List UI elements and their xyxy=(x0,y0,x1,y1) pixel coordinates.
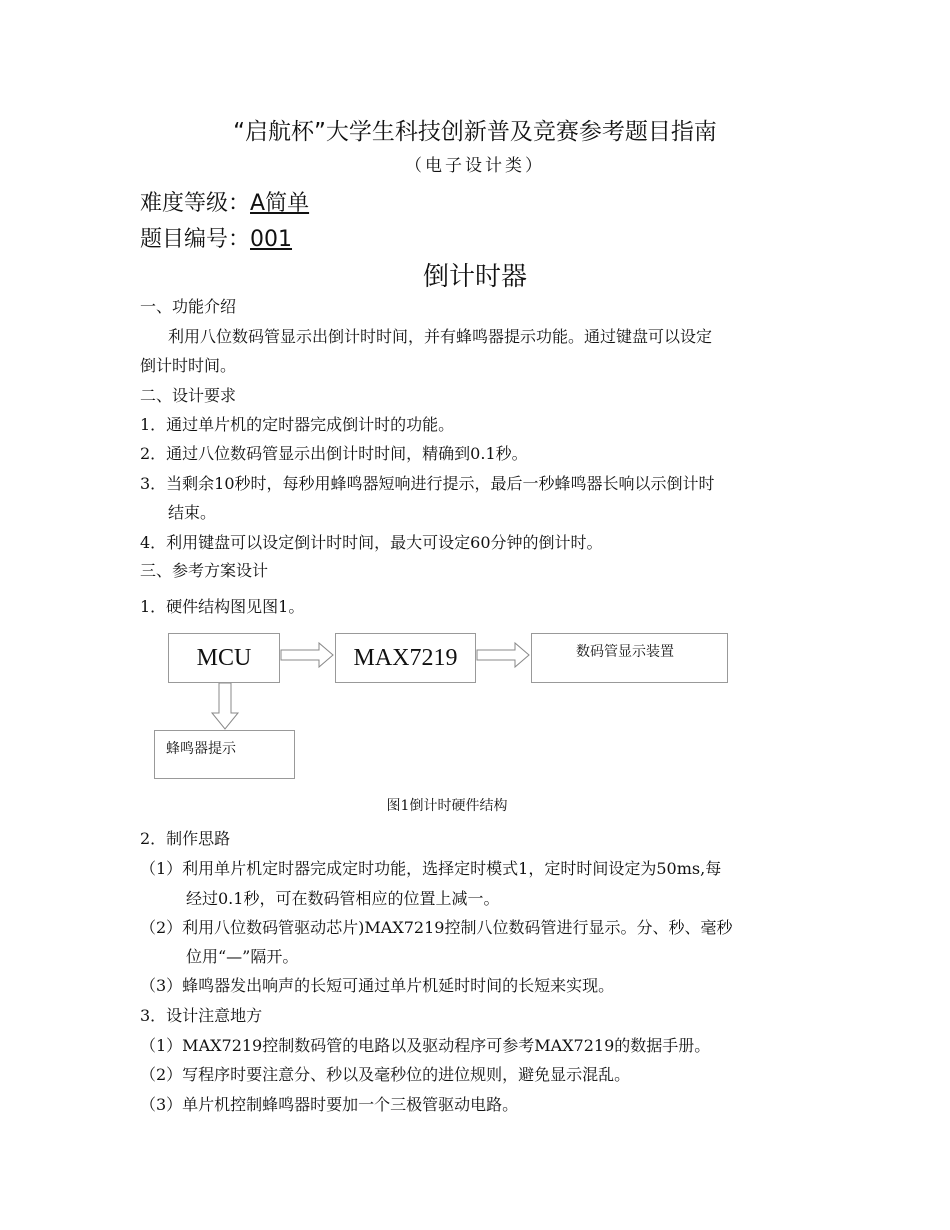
arrow-max-to-display xyxy=(477,643,529,667)
number-label: 题目编号： xyxy=(140,227,251,252)
requirement-item: 2．通过八位数码管显示出倒计时时间，精确到0.1秒。 xyxy=(140,444,528,463)
note-item: （3）单片机控制蜂鸣器时要加一个三极管驱动电路。 xyxy=(140,1095,519,1114)
function-paragraph-line1: 利用八位数码管显示出倒计时时间，并有蜂鸣器提示功能。通过键盘可以设定 xyxy=(168,327,713,346)
idea-item: （1）利用单片机定时器完成定时功能，选择定时模式1，定时时间设定为50ms,每 xyxy=(140,859,722,878)
buzzer-label: 蜂鸣器提示 xyxy=(166,741,236,757)
section-heading-function: 一、功能介绍 xyxy=(140,297,237,316)
note-item: （1）MAX7219控制数码管的电路以及驱动程序可参考MAX7219的数据手册。 xyxy=(140,1036,711,1055)
arrow-mcu-to-max xyxy=(281,643,333,667)
idea-item: （2）利用八位数码管驱动芯片)MAX7219控制八位数码管进行显示。分、秒、毫秒 xyxy=(140,918,733,937)
figure-caption: 图1倒计时硬件结构 xyxy=(386,798,508,814)
difficulty-value: A简单 xyxy=(250,191,310,216)
note-item: （2）写程序时要注意分、秒以及毫秒位的进位规则，避免显示混乱。 xyxy=(140,1065,631,1084)
idea-item-continued: 经过0.1秒，可在数码管相应的位置上减一。 xyxy=(186,889,500,908)
guide-subtitle: （电子设计类） xyxy=(405,156,545,176)
idea-item: （3）蜂鸣器发出响声的长短可通过单片机延时时间的长短来实现。 xyxy=(140,976,615,995)
guide-title: “启航杯”大学生科技创新普及竞赛参考题目指南 xyxy=(233,119,717,145)
requirement-item: 4．利用键盘可以设定倒计时时间，最大可设定60分钟的倒计时。 xyxy=(140,533,603,552)
section-heading-scheme: 三、参考方案设计 xyxy=(140,561,269,580)
idea-item-continued: 位用“—”隔开。 xyxy=(186,947,299,966)
buzzer-block xyxy=(154,730,295,779)
requirement-item: 1．通过单片机的定时器完成倒计时的功能。 xyxy=(140,415,455,434)
difficulty-label: 难度等级： xyxy=(140,191,251,216)
max7219-label: MAX7219 xyxy=(353,644,458,671)
requirement-item: 3．当剩余10秒时，每秒用蜂鸣器短响进行提示，最后一秒蜂鸣器长响以示倒计时 xyxy=(140,474,715,493)
mcu-label: MCU xyxy=(196,644,252,671)
document-title: 倒计时器 xyxy=(422,262,527,292)
function-paragraph-line2: 倒计时时间。 xyxy=(140,356,237,375)
display-block xyxy=(531,633,728,683)
subsection-ideas: 2．制作思路 xyxy=(140,829,231,848)
arrow-mcu-to-buzzer xyxy=(212,683,238,729)
mcu-block xyxy=(168,633,280,683)
number-value: 001 xyxy=(250,227,293,252)
display-label: 数码管显示装置 xyxy=(576,644,674,660)
max7219-block xyxy=(335,633,476,683)
subsection-notes: 3．设计注意地方 xyxy=(140,1006,263,1025)
section-heading-requirements: 二、设计要求 xyxy=(140,386,237,405)
subsection-hardware: 1．硬件结构图见图1。 xyxy=(140,597,305,616)
requirement-item-continued: 结束。 xyxy=(168,503,217,522)
